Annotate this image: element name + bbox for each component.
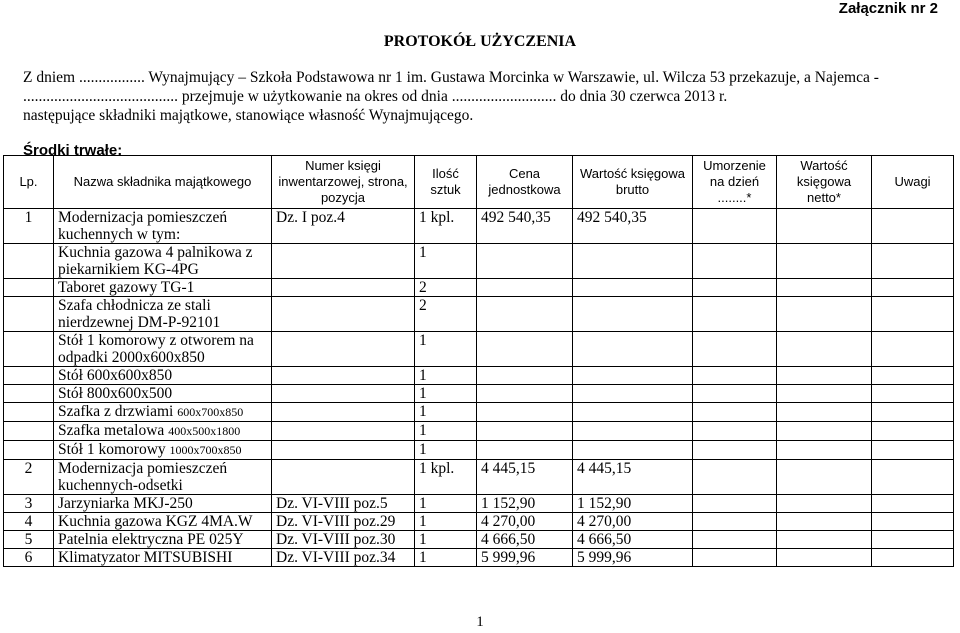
table-row <box>4 441 954 460</box>
cell-net <box>777 209 872 244</box>
cell-net <box>777 367 872 385</box>
cell-notes <box>872 513 954 531</box>
cell-inventory <box>272 367 415 385</box>
cell-net <box>777 441 872 460</box>
cell-name <box>54 332 272 367</box>
table-row <box>4 422 954 441</box>
cell-qty: 2 <box>415 297 477 332</box>
item-name: Kuchnia gazowa KGZ 4MA.W <box>58 513 253 530</box>
cell-depreciation <box>693 441 777 460</box>
cell-net <box>777 549 872 567</box>
cell-notes <box>872 279 954 297</box>
header-lp: Lp. <box>4 156 54 209</box>
cell-gross <box>573 441 693 460</box>
table-row <box>4 297 954 332</box>
table-row <box>4 385 954 403</box>
cell-price: 4 666,50 <box>477 531 573 549</box>
header-depreciation: Umorzenie na dzień ........* <box>693 156 777 209</box>
cell-qty: 1 <box>415 367 477 385</box>
cell-name <box>54 403 272 422</box>
cell-notes <box>872 385 954 403</box>
cell-gross <box>573 422 693 441</box>
cell-name <box>54 279 272 297</box>
table-row <box>4 367 954 385</box>
cell-lp <box>4 367 54 385</box>
item-name: Jarzyniarka MKJ-250 <box>58 495 193 512</box>
table-row <box>4 332 954 367</box>
cell-name <box>54 422 272 441</box>
cell-gross <box>573 297 693 332</box>
item-name: Taboret gazowy TG-1 <box>58 279 195 296</box>
cell-notes <box>872 209 954 244</box>
cell-lp: 5 <box>4 531 54 549</box>
cell-depreciation <box>693 209 777 244</box>
item-name: Kuchnia gazowa 4 palnikowa z piekarnikiem KG-4PG <box>58 244 253 278</box>
cell-notes <box>872 460 954 495</box>
table-row <box>4 460 954 495</box>
cell-name <box>54 513 272 531</box>
cell-lp: 3 <box>4 495 54 513</box>
cell-price: 4 270,00 <box>477 513 573 531</box>
cell-qty: 1 <box>415 385 477 403</box>
cell-price: 5 999,96 <box>477 549 573 567</box>
cell-qty: 1 <box>415 513 477 531</box>
table-row <box>4 495 954 513</box>
cell-lp: 6 <box>4 549 54 567</box>
cell-gross: 4 445,15 <box>573 460 693 495</box>
cell-depreciation <box>693 403 777 422</box>
cell-price <box>477 422 573 441</box>
cell-name <box>54 297 272 332</box>
cell-gross <box>573 385 693 403</box>
table-header-row <box>4 156 954 209</box>
cell-price: 4 445,15 <box>477 460 573 495</box>
cell-gross: 4 666,50 <box>573 531 693 549</box>
section-title: Środki trwałe: <box>23 142 123 159</box>
cell-name <box>54 367 272 385</box>
document-title: PROTOKÓŁ UŻYCZENIA <box>383 33 577 50</box>
cell-qty: 1 <box>415 244 477 279</box>
cell-gross <box>573 244 693 279</box>
cell-notes <box>872 297 954 332</box>
header-qty: Ilość sztuk <box>415 156 477 209</box>
cell-depreciation <box>693 531 777 549</box>
item-name: Stół 600x600x850 <box>58 367 173 384</box>
annex-label: Załącznik nr 2 <box>838 0 938 17</box>
header-inventory: Numer księgi inwentarzowej, strona, pozycja <box>272 156 415 209</box>
cell-gross <box>573 279 693 297</box>
item-name: Klimatyzator MITSUBISHI <box>58 549 233 566</box>
intro-line-1: Z dniem ................. Wynajmujący – Szkoła Podstawowa nr 1 im. Gustawa Morcinka w Warszawie, ul. Wilcza 53 przekazuje, a Najemca - <box>23 69 879 86</box>
cell-price: 1 152,90 <box>477 495 573 513</box>
cell-name <box>54 495 272 513</box>
cell-inventory <box>272 460 415 495</box>
cell-inventory <box>272 422 415 441</box>
intro-line-2: ........................................ przejmuje w użytkowanie na okres od dnia ........................... do dnia 30 czerwca 2013 r. <box>23 88 728 105</box>
cell-inventory: Dz. VI-VIII poz.5 <box>272 495 415 513</box>
cell-price <box>477 441 573 460</box>
cell-lp: 1 <box>4 209 54 244</box>
cell-name <box>54 549 272 567</box>
cell-notes <box>872 495 954 513</box>
table-row <box>4 513 954 531</box>
cell-price: 492 540,35 <box>477 209 573 244</box>
cell-inventory: Dz. VI-VIII poz.34 <box>272 549 415 567</box>
cell-depreciation <box>693 422 777 441</box>
cell-name <box>54 531 272 549</box>
cell-qty: 1 kpl. <box>415 460 477 495</box>
table-row <box>4 403 954 422</box>
cell-notes <box>872 367 954 385</box>
cell-depreciation <box>693 513 777 531</box>
cell-notes <box>872 531 954 549</box>
cell-inventory <box>272 332 415 367</box>
cell-inventory: Dz. I poz.4 <box>272 209 415 244</box>
cell-lp: 4 <box>4 513 54 531</box>
cell-net <box>777 244 872 279</box>
cell-depreciation <box>693 297 777 332</box>
table-row <box>4 531 954 549</box>
cell-notes <box>872 403 954 422</box>
cell-price <box>477 297 573 332</box>
cell-inventory <box>272 385 415 403</box>
item-name: Patelnia elektryczna PE 025Y <box>58 531 244 548</box>
cell-notes <box>872 441 954 460</box>
cell-gross <box>573 332 693 367</box>
cell-lp <box>4 422 54 441</box>
cell-qty: 1 <box>415 403 477 422</box>
cell-qty: 1 kpl. <box>415 209 477 244</box>
cell-price <box>477 244 573 279</box>
cell-gross: 4 270,00 <box>573 513 693 531</box>
cell-net <box>777 495 872 513</box>
cell-depreciation <box>693 244 777 279</box>
header-gross: Wartość księgowa brutto <box>573 156 693 209</box>
cell-lp: 2 <box>4 460 54 495</box>
cell-net <box>777 297 872 332</box>
cell-name <box>54 209 272 244</box>
cell-inventory <box>272 403 415 422</box>
cell-name <box>54 244 272 279</box>
item-name: Stół 1 komorowy z otworem na odpadki 2000x600x850 <box>58 332 254 366</box>
cell-net <box>777 531 872 549</box>
cell-lp <box>4 441 54 460</box>
cell-gross <box>573 367 693 385</box>
cell-qty: 1 <box>415 549 477 567</box>
item-name: Szafka metalowa <box>58 422 169 439</box>
cell-inventory: Dz. VI-VIII poz.29 <box>272 513 415 531</box>
cell-inventory <box>272 244 415 279</box>
cell-qty: 1 <box>415 422 477 441</box>
cell-name <box>54 460 272 495</box>
cell-lp <box>4 244 54 279</box>
table-row <box>4 209 954 244</box>
header-notes: Uwagi <box>872 156 954 209</box>
cell-lp <box>4 297 54 332</box>
cell-gross: 492 540,35 <box>573 209 693 244</box>
cell-depreciation <box>693 460 777 495</box>
cell-lp <box>4 279 54 297</box>
cell-inventory: Dz. VI-VIII poz.30 <box>272 531 415 549</box>
cell-depreciation <box>693 332 777 367</box>
cell-notes <box>872 332 954 367</box>
header-name: Nazwa składnika majątkowego <box>54 156 272 209</box>
cell-notes <box>872 244 954 279</box>
cell-qty: 1 <box>415 531 477 549</box>
cell-gross: 5 999,96 <box>573 549 693 567</box>
cell-notes <box>872 422 954 441</box>
cell-qty: 1 <box>415 441 477 460</box>
cell-net <box>777 460 872 495</box>
cell-depreciation <box>693 385 777 403</box>
item-name: Stół 1 komorowy <box>58 441 170 458</box>
cell-inventory <box>272 297 415 332</box>
header-price: Cena jednostkowa <box>477 156 573 209</box>
item-dimensions: 400x500x1800 <box>168 424 241 438</box>
cell-depreciation <box>693 367 777 385</box>
cell-qty: 1 <box>415 495 477 513</box>
intro-line-3: następujące składniki majątkowe, stanowiące własność Wynajmującego. <box>23 107 474 124</box>
table-row <box>4 244 954 279</box>
cell-notes <box>872 549 954 567</box>
item-name: Stół 800x600x500 <box>58 385 173 402</box>
cell-depreciation <box>693 549 777 567</box>
cell-depreciation <box>693 495 777 513</box>
cell-inventory <box>272 279 415 297</box>
item-dimensions: 600x700x850 <box>177 405 244 419</box>
cell-net <box>777 403 872 422</box>
cell-qty: 1 <box>415 332 477 367</box>
cell-lp <box>4 332 54 367</box>
cell-net <box>777 513 872 531</box>
cell-net <box>777 422 872 441</box>
cell-lp <box>4 403 54 422</box>
cell-lp <box>4 385 54 403</box>
cell-net <box>777 279 872 297</box>
page-number: 1 <box>476 614 484 630</box>
cell-net <box>777 332 872 367</box>
cell-gross <box>573 403 693 422</box>
cell-depreciation <box>693 279 777 297</box>
cell-gross: 1 152,90 <box>573 495 693 513</box>
item-name: Modernizacja pomieszczeń kuchennych w tym: <box>58 209 228 243</box>
cell-price <box>477 403 573 422</box>
cell-net <box>777 385 872 403</box>
cell-price <box>477 367 573 385</box>
cell-price <box>477 332 573 367</box>
table-row <box>4 279 954 297</box>
item-name: Szafka z drzwiami <box>58 403 178 420</box>
item-name: Modernizacja pomieszczeń kuchennych-odsetki <box>58 460 228 494</box>
cell-name <box>54 385 272 403</box>
table-row <box>4 549 954 567</box>
cell-price <box>477 279 573 297</box>
item-dimensions: 1000x700x850 <box>169 443 242 457</box>
cell-price <box>477 385 573 403</box>
header-net: Wartość księgowa netto* <box>777 156 872 209</box>
cell-name <box>54 441 272 460</box>
cell-qty: 2 <box>415 279 477 297</box>
assets-table <box>3 155 954 567</box>
cell-inventory <box>272 441 415 460</box>
item-name: Szafa chłodnicza ze stali nierdzewnej DM-P-92101 <box>58 297 221 331</box>
